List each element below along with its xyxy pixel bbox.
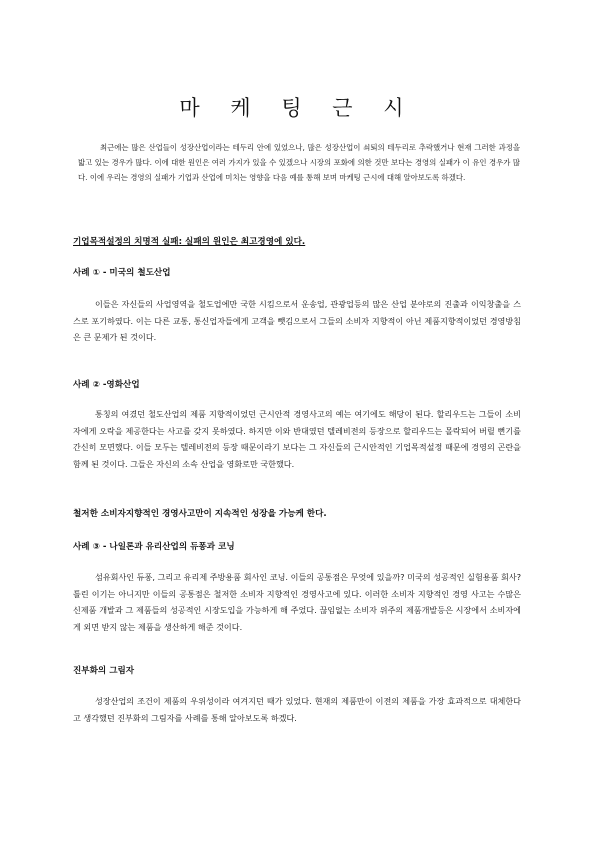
section4-heading: 진부화의 그림자: [73, 666, 135, 676]
document-title: 마 케 팅 근 시: [179, 96, 416, 120]
case2-heading: 사례 ② -영화산업: [73, 380, 140, 390]
case3-paragraph: 섬유회사인 듀퐁, 그리고 유리제 주방용품 회사인 코닝. 이들의 공통점은 무엇에 있을까? 미국의 성공적인 실험용품 회사? 틀린 이기는 아니지만 이들의 공통점은 철저한 소비자 지향적인 경영사고에 있다. 이러한 소비자 지향적인 경영 사고는 수많은 신제품 개발과 그 제품들의 성공적인 시장도입을 가능하게 해 주었다. 끊임없는 소비자 위주의 제품개발등은 시장에서 소비자에게 외면 받지 않는 제품을 생산하게 해준 것이다.: [73, 572, 521, 632]
case2-paragraph: 통칭의 여겼던 철도산업의 제품 지향적이었던 근시안적 경영사고의 예는 여기에도 해당이 된다. 할리우드는 그들이 소비자에게 오락을 제공한다는 사고를 갖지 못하였다. 하지만 이와 반대였던 텔레비전의 등장으로 할리우드는 몰락되어 버릴 뻔기를 간신히 모면했다. 이들 모두는 텔레비전의 등장 때문이라기 보다는 그 자신들의 근시안적인 기업목적설정 때문에 경영의 곤란을 함께 된 것이다. 그들은 자신의 소속 산업을 영화로만 국한했다.: [73, 409, 521, 469]
case3-heading: 사례 ③ - 나일론과 유리산업의 듀퐁과 코닝: [73, 542, 235, 552]
case1-paragraph: 이들은 자신들의 사업영역을 철도업에만 국한 시킴으로서 운송업, 관광업등의 많은 산업 분야로의 진출과 이익창출을 스스로 포기하였다. 이는 다른 교통, 통신업자들에게 고객을 뺏김으로서 그들의 소비자 지향적이 아닌 제품지향적이었던 경영방침은 큰 문제가 된 것이다.: [73, 299, 521, 342]
intro-paragraph: 최근에는 많은 산업들이 성장산업이라는 테두리 안에 있었으나, 많은 성장산업이 쇠퇴의 테두리로 추락했거나 현재 그러한 과정을 밟고 있는 경우가 많다. 이에 대한 원인은 여러 가지가 있을 수 있겠으나 시장의 포화에 의한 것만 보다는 경영의 실패가 이 유인 경우가 많다. 이에 우리는 경영의 실패가 기업과 산업에 미치는 영향을 다음 예를 통해 보며 마케팅 근시에 대해 알아보도록 하겠다.: [78, 143, 520, 182]
statement-heading: 철저한 소비자지향적인 경영사고만이 지속적인 성장을 가능케 한다.: [73, 509, 327, 519]
case1-heading: 사례 ① - 미국의 철도산업: [73, 268, 171, 278]
main-heading: 기업목적설정의 치명적 실패: 실패의 원인은 최고경영에 있다.: [73, 237, 306, 247]
section4-paragraph: 성장산업의 조건이 제품의 우위성이라 여겨지던 때가 있었다. 현재의 제품만이 이전의 제품을 가장 효과적으로 대체한다고 생각했던 진부화의 그림자를 사례를 통해 알아보도록 하겠다.: [73, 696, 521, 723]
